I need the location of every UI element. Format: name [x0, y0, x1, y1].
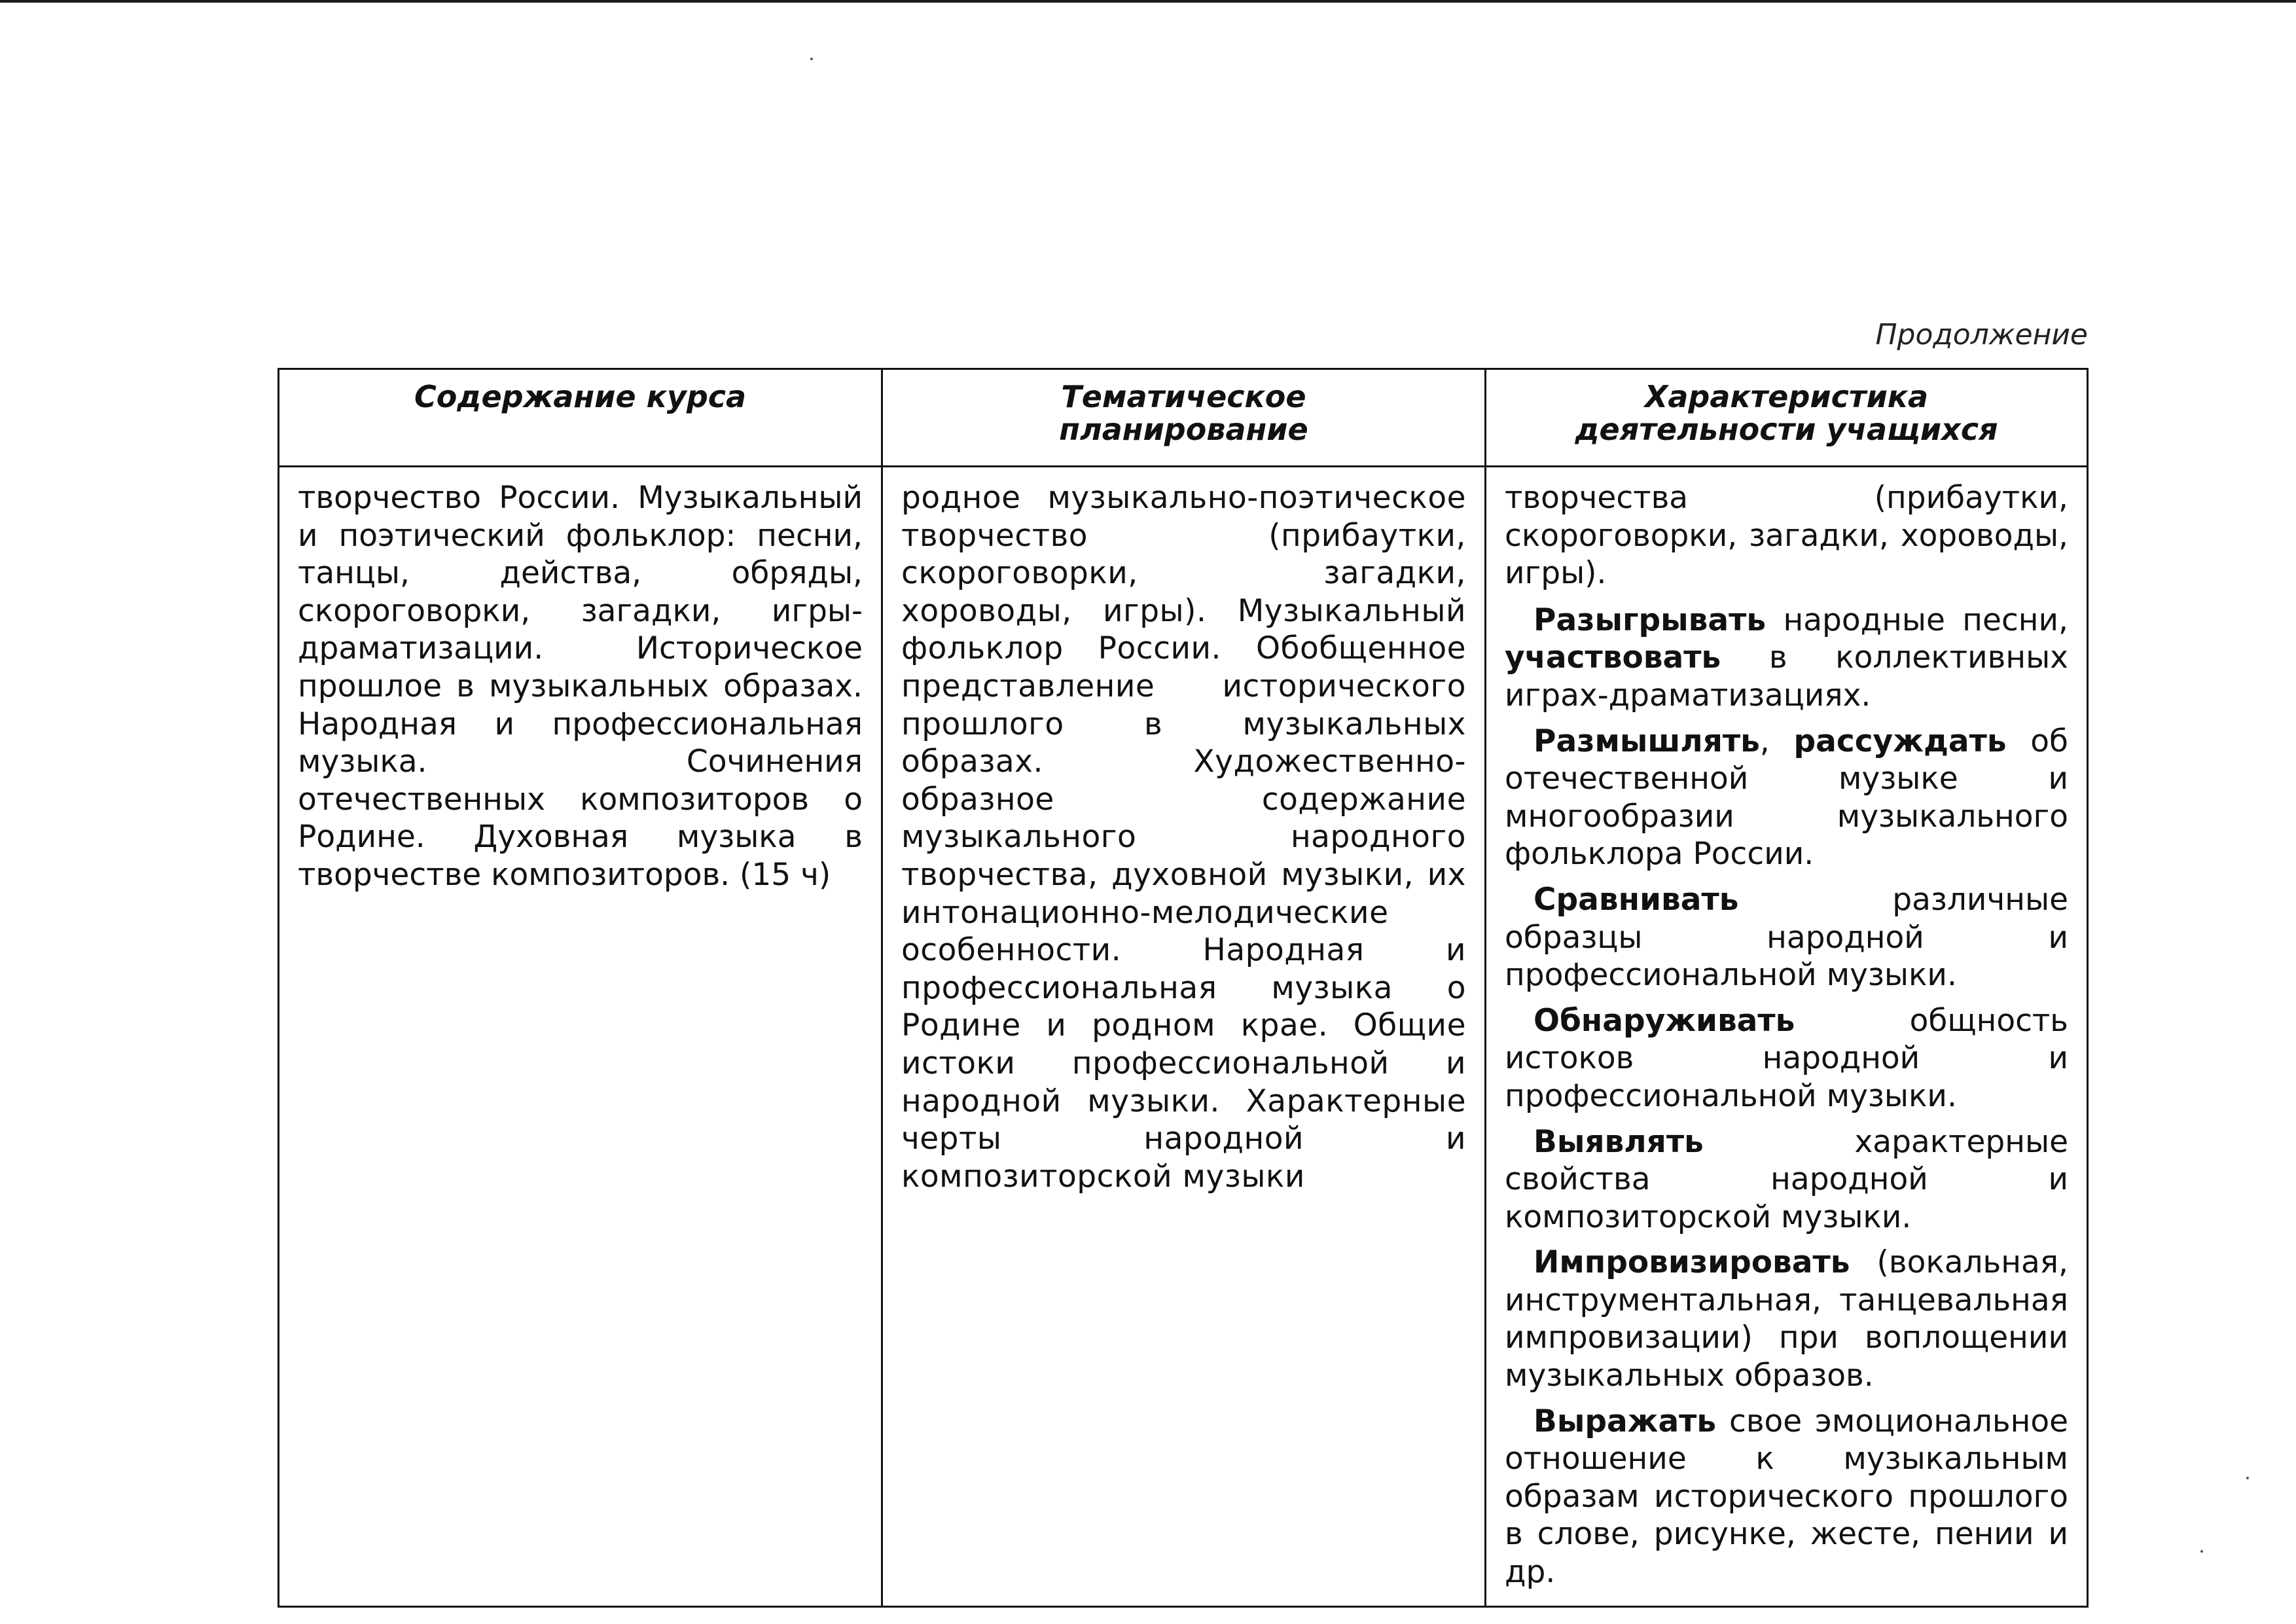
cell-activity	[1486, 467, 2088, 1607]
table-row	[279, 467, 2088, 1607]
activity-text: народные песни,	[1766, 602, 2068, 638]
activity-text: ,	[1759, 723, 1794, 759]
header-activity	[1486, 369, 2088, 467]
cell-planning	[882, 467, 1486, 1607]
activity-verb: Сравнивать	[1534, 881, 1739, 918]
activity-text: различные образцы народной и профессиональной музыки.	[1505, 881, 2068, 994]
activity-verb: Импровизировать	[1534, 1244, 1850, 1281]
header-planning	[882, 369, 1486, 467]
table-header-row	[279, 369, 2088, 467]
activity-verb: участвовать	[1505, 640, 1721, 676]
continuation-label: Продолжение	[1875, 318, 2088, 352]
header-planning-line1: Тематическое	[1061, 379, 1306, 414]
scan-speck	[2200, 1550, 2203, 1553]
header-activity-line2: деятельности учащихся	[1575, 412, 1998, 447]
activity-item	[1505, 1244, 2068, 1394]
scan-speck	[810, 58, 813, 60]
activity-text: (вокальная, инструментальная, танцевальная импровизации) при воплощении музыкальных образов.	[1505, 1244, 2068, 1394]
scan-speck	[2246, 1477, 2249, 1479]
activity-text: характерные свойства народной и композиторской музыки.	[1505, 1123, 2068, 1235]
activity-text: в коллективных играх-драматизациях.	[1505, 640, 2068, 713]
activity-text: общность истоков народной и профессиональной музыки.	[1505, 1002, 2068, 1114]
course-table	[278, 368, 2089, 1608]
content-text: творчество России. Музыкальный и поэтический фольклор: песни, танцы, действа, обряды, скороговорки, загадки, игры-драматизации. Историческое прошлое в музыкальных образах. Народная и профессиональная музыка. Сочинения отечественных композиторов о Родине. Духовная музыка в творчестве композиторов. (15 ч)	[298, 480, 863, 893]
cell-content	[279, 467, 882, 1607]
activity-intro: творчества (прибаутки, скороговорки, загадки, хороводы, игры).	[1505, 480, 2068, 592]
activity-item	[1505, 602, 2068, 715]
activity-verb: Выражать	[1534, 1403, 1717, 1439]
header-content	[279, 369, 882, 467]
planning-text: родное музыкально-поэтическое творчество (прибаутки, скороговорки, загадки, хороводы, игры). Музыкальный фольклор России. Обобщенное представление исторического прошлого в музыкальных образах. Художественно-образное содержание музыкального народного творчества, духовной музыки, их интонационно-мелодические особенности. Народная и профессиональная музыка о Родине и родном крае. Общие истоки профессиональной и народной музыки. Характерные черты народной и композиторской музыки	[901, 480, 1466, 1195]
activity-verb: Обнаруживать	[1534, 1002, 1795, 1039]
activity-verb: Разыгрывать	[1534, 602, 1767, 638]
activity-item	[1505, 1123, 2068, 1236]
scan-top-edge	[0, 0, 2296, 3]
activity-verb: Выявлять	[1534, 1123, 1704, 1160]
activity-item	[1505, 1403, 2068, 1591]
activity-item	[1505, 723, 2068, 873]
activity-item	[1505, 881, 2068, 994]
header-planning-line2: планирование	[1059, 412, 1308, 447]
activity-verb: Размышлять	[1534, 723, 1760, 759]
activity-item	[1505, 1002, 2068, 1115]
header-content-text: Содержание курса	[414, 379, 747, 414]
activity-text: об отечественной музыке и многообразии музыкального фольклора России.	[1505, 723, 2068, 873]
activity-verb: рассуждать	[1793, 723, 2007, 759]
activity-text: свое эмоциональное отношение к музыкальным образам исторического прошлого в слове, рисунке, жесте, пении и др.	[1505, 1403, 2068, 1591]
header-activity-line1: Характеристика	[1644, 379, 1929, 414]
